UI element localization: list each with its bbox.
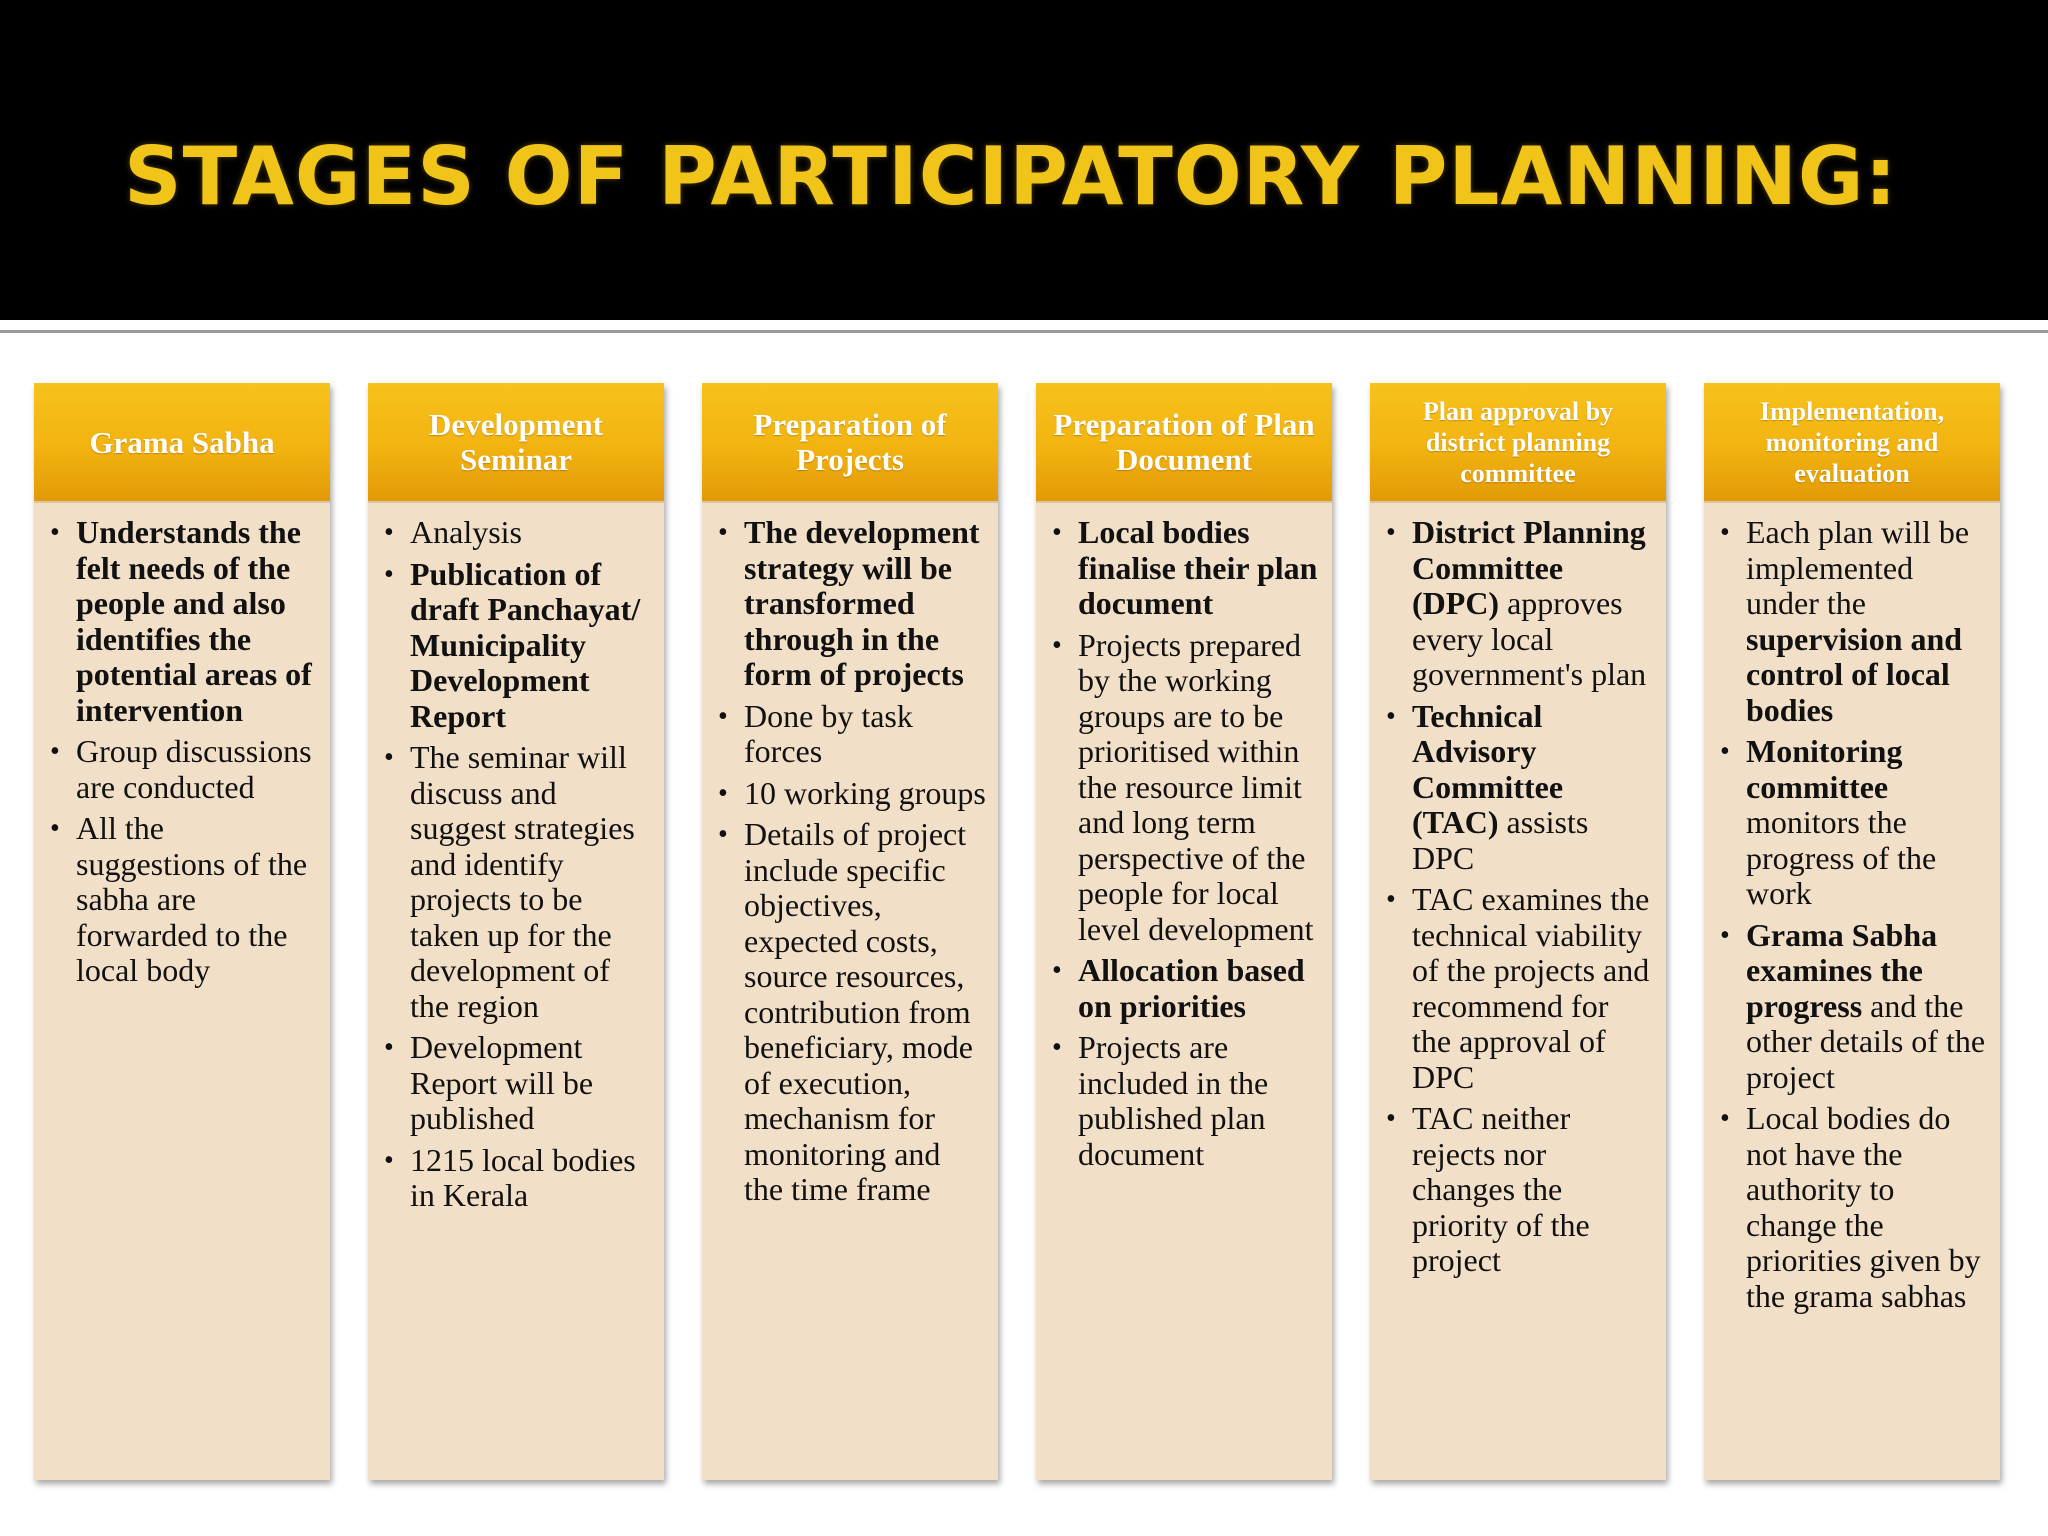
stage-body xyxy=(1370,501,1666,1480)
bullet-text: District Planning Committee (DPC) xyxy=(1412,514,1646,621)
bullet-text: 10 working groups xyxy=(744,774,986,811)
stage-bullet-list xyxy=(1720,515,1988,1314)
bullet-item xyxy=(1386,699,1654,877)
bullet-text: monitors the progress of the work xyxy=(1746,804,1937,911)
bullet-item xyxy=(384,515,652,551)
bullet-item xyxy=(1052,628,1320,948)
bullet-text: Allocation based on priorities xyxy=(1078,952,1305,1024)
stage-body xyxy=(34,501,330,1480)
stage-header: Preparation of Plan Document xyxy=(1036,383,1332,501)
bullet-item xyxy=(384,1143,652,1214)
stage-bullet-list xyxy=(384,515,652,1214)
bullet-text: All the suggestions of the sabha are forwarded to the local body xyxy=(76,810,308,988)
bullet-item xyxy=(50,515,318,728)
stage-body xyxy=(702,501,998,1480)
bullet-text: supervision and control of local bodies xyxy=(1746,620,1963,728)
bullet-text: assists DPC xyxy=(1412,804,1589,876)
stage-header: Grama Sabha xyxy=(34,383,330,501)
stage-column-plan-document xyxy=(1036,383,1332,1480)
bullet-text: Done by task forces xyxy=(744,697,913,769)
stage-body xyxy=(1704,501,2000,1480)
stage-column-development-seminar xyxy=(368,383,664,1480)
bullet-item xyxy=(1052,515,1320,622)
bullet-text: The development strategy will be transformed through in the form of projects xyxy=(744,514,980,692)
bullet-text: Understands the felt needs of the people and also identifies the potential areas of intervention xyxy=(76,514,312,728)
bullet-item xyxy=(1720,734,1988,912)
stage-bullet-list xyxy=(50,515,318,989)
bullet-text: Analysis xyxy=(410,514,522,550)
bullet-text: Projects are included in the published plan document xyxy=(1078,1029,1269,1172)
bullet-text: 1215 local bodies in Kerala xyxy=(410,1141,636,1213)
bullet-text: Each plan will be implemented under the xyxy=(1746,514,1970,621)
stage-body xyxy=(368,501,664,1480)
bullet-item xyxy=(384,740,652,1024)
divider-gray xyxy=(0,330,2048,333)
bullet-item xyxy=(718,515,986,693)
bullet-item xyxy=(1720,1101,1988,1314)
bullet-item xyxy=(50,734,318,805)
bullet-text: Monitoring committee xyxy=(1746,733,1903,805)
bullet-item xyxy=(1720,515,1988,728)
stage-header: Development Seminar xyxy=(368,383,664,501)
stage-column-preparation-of-projects xyxy=(702,383,998,1480)
slide-title: STAGES OF PARTICIPATORY PLANNING: xyxy=(124,130,1898,223)
bullet-text: Local bodies do not have the authority to change the priorities given by the grama sabhas xyxy=(1746,1100,1981,1314)
title-band xyxy=(0,0,2048,320)
bullet-item xyxy=(384,557,652,735)
bullet-text: The seminar will discuss and suggest strategies and identify projects to be taken up for the development of the region xyxy=(410,739,635,1024)
bullet-text: Publication of draft Panchayat/ Municipality Development Report xyxy=(410,555,641,734)
stage-column-plan-approval xyxy=(1370,383,1666,1480)
stage-body xyxy=(1036,501,1332,1480)
bullet-text: and the other details of the project xyxy=(1746,987,1986,1095)
bullet-item xyxy=(384,1030,652,1137)
bullet-text: Projects prepared by the working groups are to be prioritised within the resource limit and long term perspective of the people for local level development xyxy=(1078,626,1314,947)
bullet-text: Details of project include specific objectives, expected costs, source resources, contribution from beneficiary, mode of execution, mechanism for monitoring and the time frame xyxy=(744,816,973,1207)
bullet-text: TAC examines the technical viability of the projects and recommend for the approval of DPC xyxy=(1412,881,1650,1095)
bullet-text: Local bodies finalise their plan document xyxy=(1078,514,1318,621)
stage-bullet-list xyxy=(718,515,986,1208)
bullet-item xyxy=(1386,1101,1654,1279)
bullet-text: Technical Advisory Committee (TAC) xyxy=(1412,697,1564,840)
stage-column-implementation xyxy=(1704,383,2000,1480)
stage-bullet-list xyxy=(1386,515,1654,1279)
bullet-item xyxy=(718,699,986,770)
bullet-item xyxy=(50,811,318,989)
bullet-item xyxy=(1052,953,1320,1024)
stage-bullet-list xyxy=(1052,515,1320,1172)
stage-header: Implementation, monitoring and evaluation xyxy=(1704,383,2000,501)
bullet-item xyxy=(1386,882,1654,1095)
stage-header: Preparation of Projects xyxy=(702,383,998,501)
bullet-text: TAC neither rejects nor changes the priority of the project xyxy=(1412,1100,1590,1278)
bullet-item xyxy=(718,817,986,1208)
divider-white xyxy=(0,320,2048,324)
bullet-text: Grama Sabha examines the progress xyxy=(1746,916,1938,1024)
bullet-item xyxy=(1386,515,1654,693)
bullet-item xyxy=(1052,1030,1320,1172)
stage-column-grama-sabha xyxy=(34,383,330,1480)
bullet-text: Development Report will be published xyxy=(410,1029,594,1136)
bullet-item xyxy=(718,776,986,812)
bullet-item xyxy=(1720,918,1988,1096)
stage-header: Plan approval by district planning committee xyxy=(1370,383,1666,501)
bullet-text: approves every local government's plan xyxy=(1412,585,1647,692)
bullet-text: Group discussions are conducted xyxy=(76,733,312,805)
